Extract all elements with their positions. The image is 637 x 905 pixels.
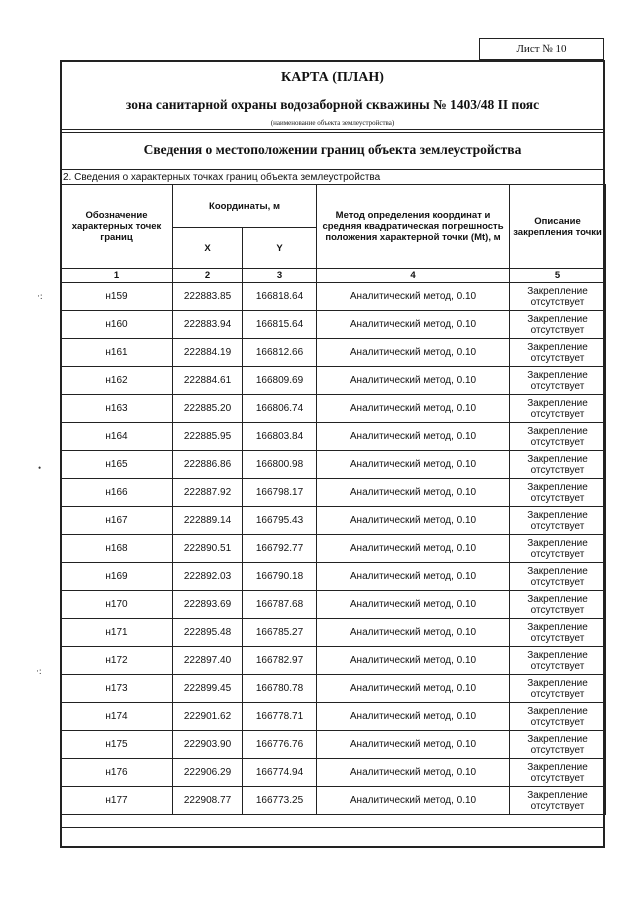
method-cell: Аналитический метод, 0.10 [317,759,510,787]
method-cell: Аналитический метод, 0.10 [317,451,510,479]
table-row [61,339,606,367]
point-cell: н164 [61,423,173,451]
x-cell: 222893.69 [173,591,243,619]
scan-artifact: • [38,463,42,473]
x-cell: 222890.51 [173,535,243,563]
points-table [60,184,606,815]
sheet-number: Лист № 10 [479,38,604,60]
table-row [61,367,606,395]
table-row [61,507,606,535]
y-cell: 166774.94 [243,759,317,787]
x-cell: 222906.29 [173,759,243,787]
table-row [61,619,606,647]
point-cell: н162 [61,367,173,395]
y-cell: 166792.77 [243,535,317,563]
table-row [61,535,606,563]
x-cell: 222887.92 [173,479,243,507]
y-cell: 166812.66 [243,339,317,367]
method-cell: Аналитический метод, 0.10 [317,367,510,395]
method-cell: Аналитический метод, 0.10 [317,563,510,591]
fixing-cell: Закрепление отсутствует [510,451,606,479]
method-cell: Аналитический метод, 0.10 [317,507,510,535]
column-number: 2 [173,269,243,283]
y-cell: 166782.97 [243,647,317,675]
table-row [61,451,606,479]
x-cell: 222901.62 [173,703,243,731]
fixing-cell: Закрепление отсутствует [510,479,606,507]
x-cell: 222886.86 [173,451,243,479]
point-cell: н161 [61,339,173,367]
table-row [61,311,606,339]
header-designation: Обозначение характерных точек границ [61,185,173,269]
x-cell: 222885.95 [173,423,243,451]
y-cell: 166795.43 [243,507,317,535]
y-cell: 166803.84 [243,423,317,451]
method-cell: Аналитический метод, 0.10 [317,787,510,815]
fixing-cell: Закрепление отсутствует [510,731,606,759]
scan-artifact: ·: [37,291,43,301]
y-cell: 166776.76 [243,731,317,759]
table-row [61,759,606,787]
header-coordinates: Координаты, м [173,185,317,228]
point-cell: н159 [61,283,173,311]
method-cell: Аналитический метод, 0.10 [317,339,510,367]
fixing-cell: Закрепление отсутствует [510,675,606,703]
method-cell: Аналитический метод, 0.10 [317,479,510,507]
y-cell: 166806.74 [243,395,317,423]
fixing-cell: Закрепление отсутствует [510,563,606,591]
fixing-cell: Закрепление отсутствует [510,507,606,535]
header-y: Y [243,228,317,269]
y-cell: 166800.98 [243,451,317,479]
x-cell: 222883.85 [173,283,243,311]
column-number: 1 [61,269,173,283]
x-cell: 222885.20 [173,395,243,423]
table-row [61,787,606,815]
subsection-label: 2. Сведения о характерных точках границ объекта землеустройства [63,172,381,183]
method-cell: Аналитический метод, 0.10 [317,535,510,563]
header-method: Метод определения координат и средняя квадратическая погрешность положения характерной точки (Mt), м [317,185,510,269]
fixing-cell: Закрепление отсутствует [510,367,606,395]
table-row [61,647,606,675]
header-fixing: Описание закрепления точки [510,185,606,269]
method-cell: Аналитический метод, 0.10 [317,619,510,647]
point-cell: н173 [61,675,173,703]
table-row [61,283,606,311]
y-cell: 166798.17 [243,479,317,507]
fixing-cell: Закрепление отсутствует [510,395,606,423]
y-cell: 166815.64 [243,311,317,339]
x-cell: 222899.45 [173,675,243,703]
table-row [61,591,606,619]
fixing-cell: Закрепление отсутствует [510,787,606,815]
y-cell: 166785.27 [243,619,317,647]
y-cell: 166809.69 [243,367,317,395]
x-cell: 222903.90 [173,731,243,759]
point-cell: н167 [61,507,173,535]
point-cell: н169 [61,563,173,591]
table-row [61,703,606,731]
fixing-cell: Закрепление отсутствует [510,703,606,731]
y-cell: 166818.64 [243,283,317,311]
point-cell: н160 [61,311,173,339]
method-cell: Аналитический метод, 0.10 [317,311,510,339]
x-cell: 222884.61 [173,367,243,395]
title-note: (наименование объекта землеустройства) [270,119,395,127]
fixing-cell: Закрепление отсутствует [510,535,606,563]
table-row [61,395,606,423]
bottom-rule [60,827,605,828]
y-cell: 166778.71 [243,703,317,731]
section-heading: Сведения о местоположении границ объекта землеустройства [60,132,605,170]
point-cell: н174 [61,703,173,731]
method-cell: Аналитический метод, 0.10 [317,283,510,311]
x-cell: 222895.48 [173,619,243,647]
method-cell: Аналитический метод, 0.10 [317,731,510,759]
fixing-cell: Закрепление отсутствует [510,339,606,367]
point-cell: н166 [61,479,173,507]
x-cell: 222908.77 [173,787,243,815]
method-cell: Аналитический метод, 0.10 [317,423,510,451]
fixing-cell: Закрепление отсутствует [510,311,606,339]
fixing-cell: Закрепление отсутствует [510,423,606,451]
y-cell: 166790.18 [243,563,317,591]
table-row [61,731,606,759]
column-number: 4 [317,269,510,283]
y-cell: 166780.78 [243,675,317,703]
x-cell: 222897.40 [173,647,243,675]
table-row [61,675,606,703]
point-cell: н171 [61,619,173,647]
table-row [61,479,606,507]
table-body [61,283,606,815]
column-number: 5 [510,269,606,283]
x-cell: 222884.19 [173,339,243,367]
point-cell: н172 [61,647,173,675]
point-cell: н177 [61,787,173,815]
method-cell: Аналитический метод, 0.10 [317,703,510,731]
x-cell: 222883.94 [173,311,243,339]
method-cell: Аналитический метод, 0.10 [317,395,510,423]
fixing-cell: Закрепление отсутствует [510,647,606,675]
document-subtitle: зона санитарной охраны водозаборной скважины № 1403/48 II пояс [125,97,540,112]
point-cell: н165 [61,451,173,479]
y-cell: 166773.25 [243,787,317,815]
y-cell: 166787.68 [243,591,317,619]
point-cell: н170 [61,591,173,619]
table-row [61,563,606,591]
fixing-cell: Закрепление отсутствует [510,591,606,619]
method-cell: Аналитический метод, 0.10 [317,591,510,619]
document-title: КАРТА (ПЛАН) [281,70,384,85]
method-cell: Аналитический метод, 0.10 [317,675,510,703]
x-cell: 222892.03 [173,563,243,591]
x-cell: 222889.14 [173,507,243,535]
point-cell: н176 [61,759,173,787]
fixing-cell: Закрепление отсутствует [510,619,606,647]
scan-artifact: ·: [36,666,42,676]
point-cell: н163 [61,395,173,423]
method-cell: Аналитический метод, 0.10 [317,647,510,675]
fixing-cell: Закрепление отсутствует [510,283,606,311]
point-cell: н175 [61,731,173,759]
fixing-cell: Закрепление отсутствует [510,759,606,787]
table-row [61,423,606,451]
point-cell: н168 [61,535,173,563]
header-x: X [173,228,243,269]
column-number: 3 [243,269,317,283]
